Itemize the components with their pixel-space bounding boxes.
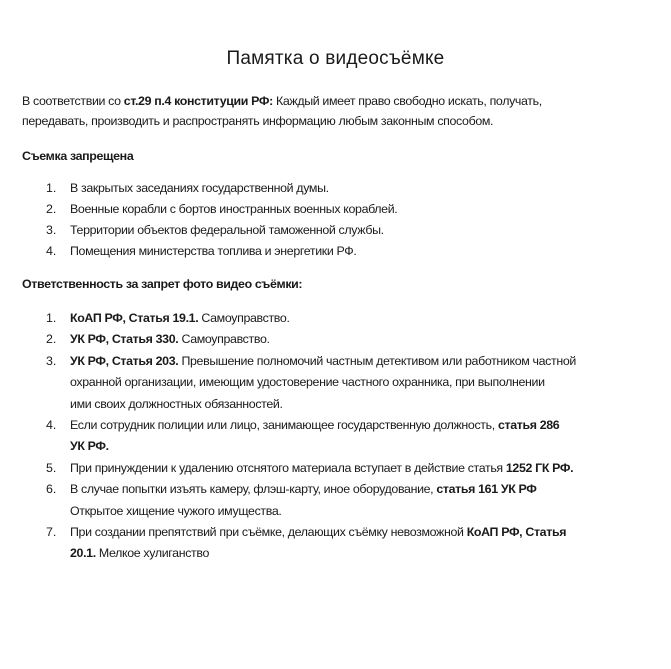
text-segment: охранной организации, имеющим удостоверение частного охранника, при выполнении [70,375,545,390]
text-line [70,524,566,540]
list-number: 1. [46,311,57,325]
bold-reference: УК РФ, Статья 203. [70,353,179,368]
list-number: 4. [46,418,57,432]
list-number: 4. [46,244,57,258]
text-line [22,113,493,129]
text-segment: Самоуправство. [198,311,290,325]
text-segment: Самоуправство. [178,332,270,347]
text-line [70,201,397,217]
list-number: 2. [46,332,57,347]
bold-reference: статья 161 УК РФ [436,482,537,497]
text-segment: Превышение полномочий частным детективом или работником частной [178,353,576,368]
text-line [70,545,209,561]
list-number: 5. [46,460,57,475]
text-line [70,310,290,326]
document-title: Памятка о видеосъёмке [226,48,445,69]
text-segment: Открытое хищение чужого имущества. [70,503,282,518]
list-number: 3. [46,223,57,237]
text-line [70,417,559,433]
bold-reference: УК РФ. [70,439,109,454]
text-line [70,222,384,238]
text-segment: Военные корабли с бортов иностранных военных кораблей. [70,202,398,216]
text-segment: Мелкое хулиганство [95,546,210,561]
list-number: 6. [46,482,57,497]
list-number: 2. [46,202,57,216]
bold-reference: УК РФ, Статья 330. [70,332,179,347]
text-segment: В соответствии со [22,94,124,108]
bold-reference: 20.1. [70,546,96,561]
list-number: 1. [46,181,57,195]
text-segment: Помещения министерства топлива и энергетики РФ. [70,244,357,258]
text-line [70,353,576,369]
bold-reference: ст.29 п.4 конституции РФ: [123,94,273,108]
list-number: 3. [46,353,57,368]
text-line [70,396,283,412]
text-line [22,93,542,109]
text-segment: При принуждении к удалению отснятого материала вступает в действие статья [70,460,506,475]
text-line [70,180,329,196]
text-line [70,374,545,390]
text-segment: Если сотрудник полиции или лицо, занимающее государственную должность, [70,418,498,432]
text-line [70,331,270,347]
text-line [70,481,537,497]
bold-reference: КоАП РФ, Статья [466,525,567,539]
text-segment: При создании препятствий при съёмке, делающих съёмку невозможной [70,525,467,539]
text-segment: Каждый имеет право свободно искать, получать, [272,94,542,108]
text-segment: передавать, производить и распространять информацию любым законным способом. [22,114,494,128]
text-segment: Территории объектов федеральной таможенной службы. [70,223,384,237]
text-segment: В случае попытки изъять камеру, флэш-карту, иное оборудование, [70,482,437,497]
text-segment: В закрытых заседаниях государственной думы. [70,181,329,195]
text-line [70,438,109,454]
list-number: 7. [46,525,57,539]
bold-reference: 1252 ГК РФ. [505,460,574,475]
text-segment: ими своих должностных обязанностей. [70,396,283,411]
bold-reference: КоАП РФ, Статья 19.1. [70,311,199,325]
text-line [70,243,356,259]
section-heading-prohibited: Съемка запрещена [22,149,134,163]
text-line [70,460,573,476]
section-heading-liability: Ответственность за запрет фото видео съёмки: [22,277,303,291]
bold-reference: статья 286 [497,418,560,432]
text-line [70,503,281,519]
